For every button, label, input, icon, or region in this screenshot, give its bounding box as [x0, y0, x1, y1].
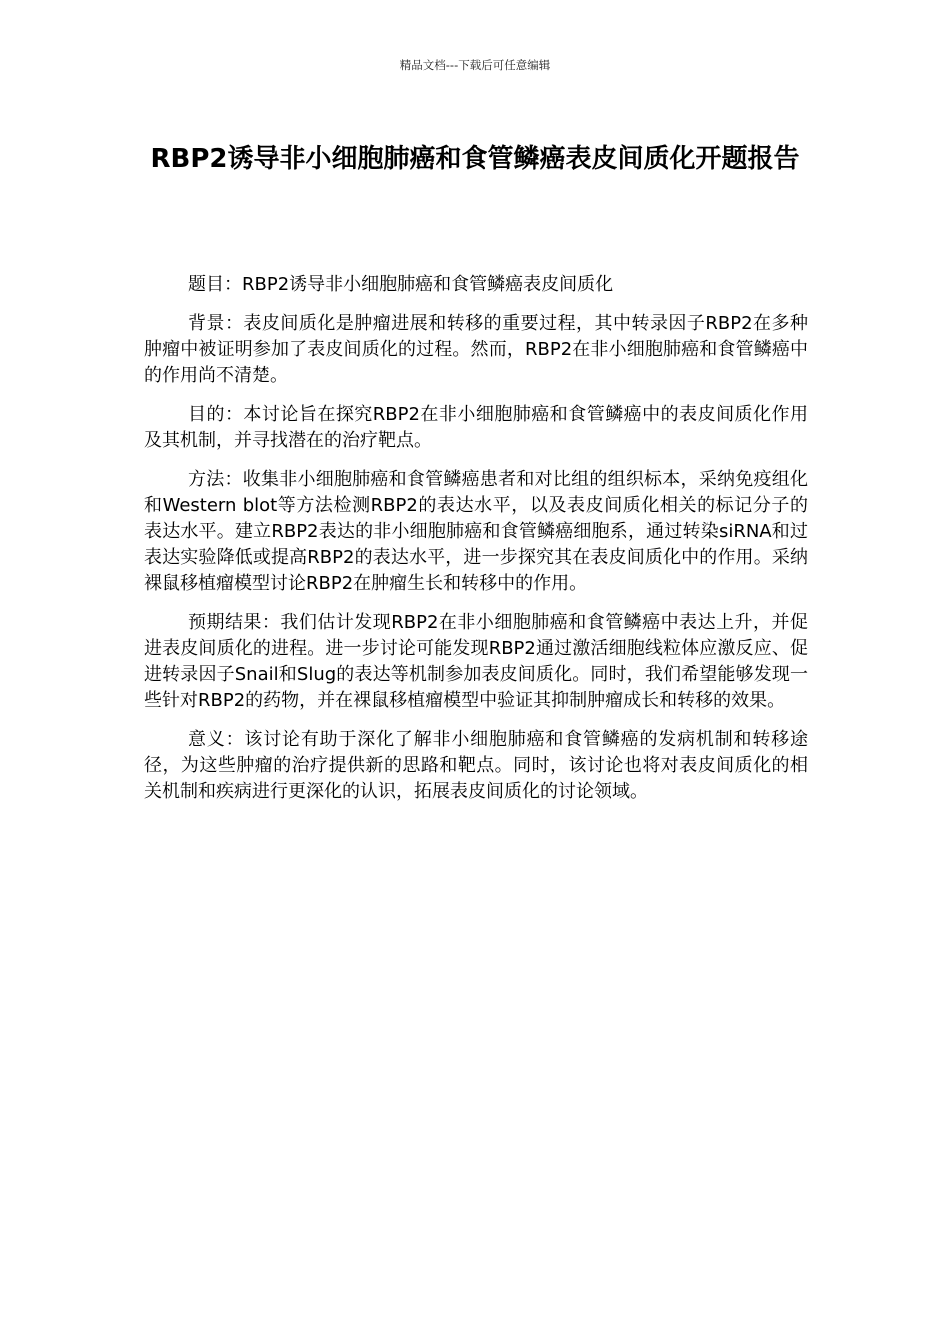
document-title: RBP2诱导非小细胞肺癌和食管鳞癌表皮间质化开题报告	[150, 144, 800, 174]
paragraph-expected-results: 预期结果：我们估计发现RBP2在非小细胞肺癌和食管鳞癌中表达上升，并促进表皮间质化的进程。进一步讨论可能发现RBP2通过激活细胞线粒体应激反应、促进转录因子Snail和Slug的表达等机制参加表皮间质化。同时，我们希望能够发现一些针对RBP2的药物，并在裸鼠移植瘤模型中验证其抑制肿瘤成长和转移的效果。	[144, 612, 808, 711]
paragraph-objective: 目的：本讨论旨在探究RBP2在非小细胞肺癌和食管鳞癌中的表皮间质化作用及其机制，并寻找潜在的治疗靶点。	[144, 404, 808, 451]
header-note: 精品文档---下载后可任意编辑	[399, 58, 551, 72]
paragraph-significance: 意义：该讨论有助于深化了解非小细胞肺癌和食管鳞癌的发病机制和转移途径，为这些肿瘤的治疗提供新的思路和靶点。同时，该讨论也将对表皮间质化的相关机制和疾病进行更深化的认识，拓展表皮间质化的讨论领域。	[144, 729, 808, 802]
paragraph-topic: 题目：RBP2诱导非小细胞肺癌和食管鳞癌表皮间质化	[188, 274, 614, 295]
document-body	[144, 272, 808, 818]
paragraph-background: 背景：表皮间质化是肿瘤进展和转移的重要过程，其中转录因子RBP2在多种肿瘤中被证明参加了表皮间质化的过程。然而，RBP2在非小细胞肺癌和食管鳞癌中的作用尚不清楚。	[144, 313, 808, 386]
paragraph-methods: 方法：收集非小细胞肺癌和食管鳞癌患者和对比组的组织标本，采纳免疫组化和Western blot等方法检测RBP2的表达水平，以及表皮间质化相关的标记分子的表达水平。建立RBP2表达的非小细胞肺癌和食管鳞癌细胞系，通过转染siRNA和过表达实验降低或提高RBP2的表达水平，进一步探究其在表皮间质化中的作用。采纳裸鼠移植瘤模型讨论RBP2在肿瘤生长和转移中的作用。	[144, 469, 808, 594]
